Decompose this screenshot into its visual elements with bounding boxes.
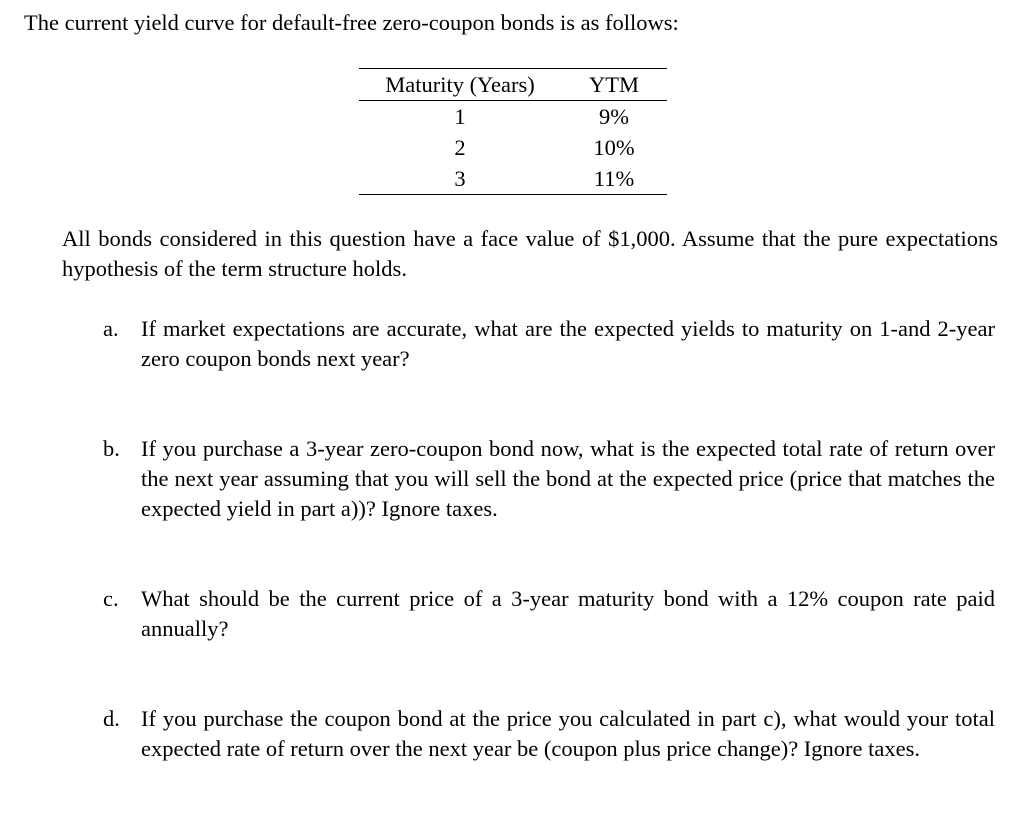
ytm-column-header: YTM: [561, 69, 667, 101]
table-row: [359, 132, 667, 163]
maturity-column-header: Maturity (Years): [359, 69, 561, 101]
intro-text: The current yield curve for default-free zero-coupon bonds is as follows:: [24, 10, 679, 35]
table-header-row: [359, 69, 667, 101]
maturity-cell: 2: [454, 135, 466, 160]
yield-curve-table: [359, 68, 667, 195]
question-letter: a.: [103, 316, 119, 341]
maturity-cell: 3: [359, 163, 561, 195]
question-text: What should be the current price of a 3-year maturity bond with a 12% coupon rate paid annually?: [141, 586, 995, 641]
question-a: [103, 314, 995, 374]
assumptions-paragraph: All bonds considered in this question have a face value of $1,000. Assume that the pure expectations hypothesis of the term structure holds.: [62, 226, 998, 281]
question-c: [103, 584, 995, 644]
question-letter: c.: [103, 586, 119, 611]
question-letter: b.: [103, 436, 120, 461]
ytm-cell: 9%: [599, 104, 629, 129]
ytm-cell: 10%: [593, 135, 635, 160]
question-text: If you purchase the coupon bond at the price you calculated in part c), what would your total expected rate of return over the next year be (coupon plus price change)? Ignore taxes.: [141, 706, 995, 761]
maturity-cell: 1: [454, 104, 466, 129]
question-text: If you purchase a 3-year zero-coupon bond now, what is the expected total rate of return over the next year assuming that you will sell the bond at the expected price (price that matches the expected yield in part a))? Ignore taxes.: [141, 436, 995, 521]
table-row: [359, 101, 667, 133]
question-letter: d.: [103, 706, 120, 731]
table-row: [359, 163, 667, 195]
question-b: [103, 434, 995, 524]
ytm-cell: 11%: [561, 163, 667, 195]
question-text: If market expectations are accurate, what are the expected yields to maturity on 1-and 2-year zero coupon bonds next year?: [141, 316, 995, 371]
question-d: [103, 704, 995, 764]
